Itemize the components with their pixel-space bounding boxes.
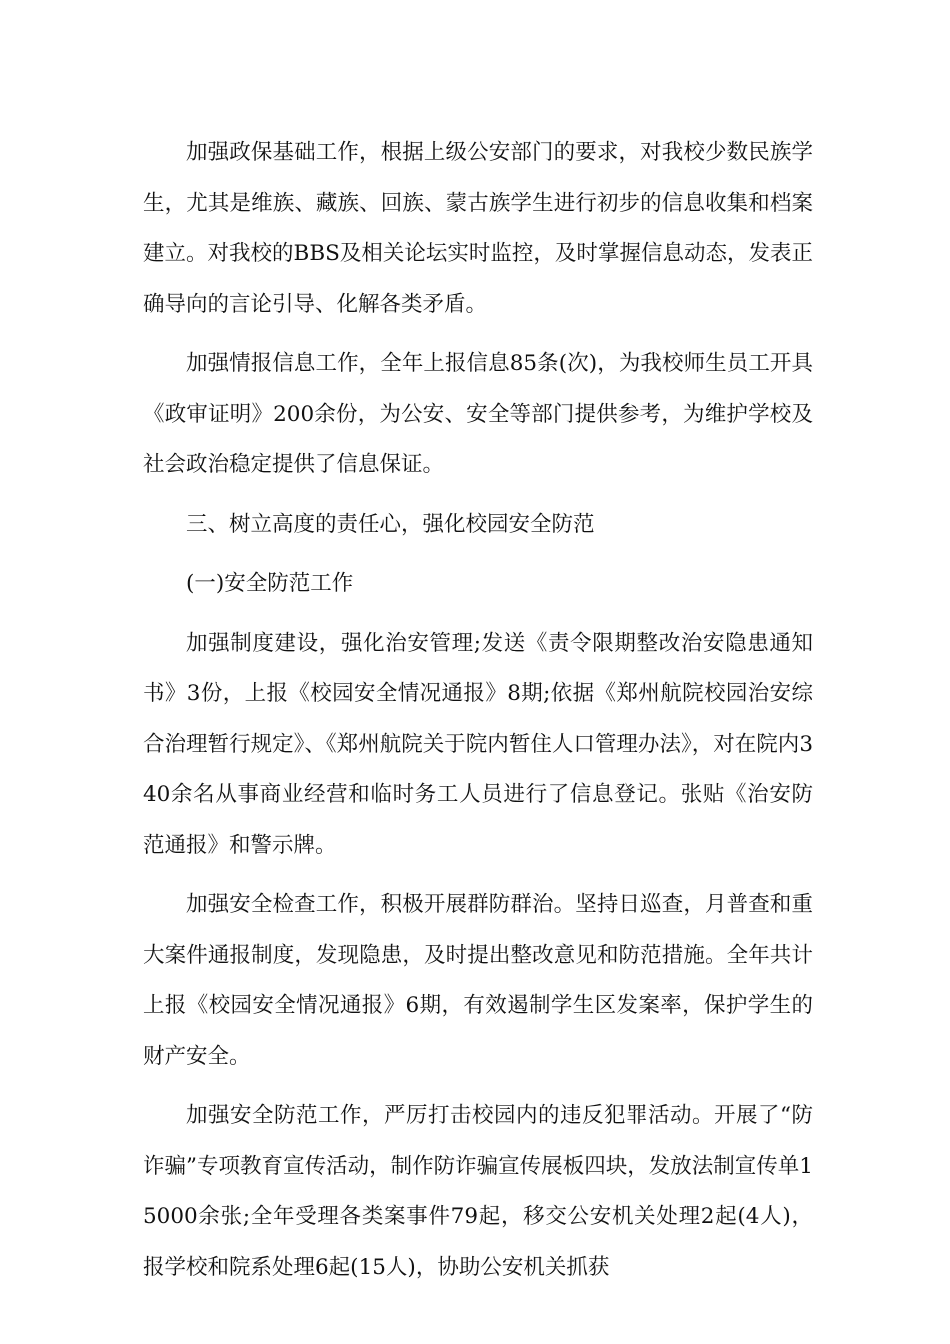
paragraph-system-building: 加强制度建设，强化治安管理;发送《责令限期整改治安隐患通知书》3份，上报《校园安全情况通报》8期;依据《郑州航院校园治安综合治理暂行规定》、《郑州航院关于院内暂住人口管理办法》，对在院内340余名从事商业经营和临时务工人员进行了信息登记。张贴《治安防范通报》和警示牌。 — [143, 630, 813, 858]
paragraph-gap — [143, 1082, 813, 1091]
paragraph-safety-prevention: 加强安全防范工作，严厉打击校园内的违反犯罪活动。开展了“防诈骗”专项教育宣传活动，制作防诈骗宣传展板四块，发放法制宣传单15000余张;全年受理各类案事件79起，移交公安机关处理2起(4人)，报学校和院系处理6起(15人)，协助公安机关抓获 — [143, 1103, 813, 1280]
document-body — [143, 128, 813, 1293]
paragraph-gap — [143, 871, 813, 880]
paragraph-political-security: 加强政保基础工作，根据上级公安部门的要求，对我校少数民族学生，尤其是维族、藏族、回族、蒙古族学生进行初步的信息收集和档案建立。对我校的BBS及相关论坛实时监控，及时掌握信息动态，发表正确导向的言论引导、化解各类矛盾。 — [143, 140, 813, 317]
paragraph-gap — [143, 330, 813, 339]
subsection-heading: (一)安全防范工作 — [186, 571, 354, 596]
paragraph-gap — [143, 550, 813, 559]
paragraph-gap — [143, 491, 813, 500]
paragraph-intelligence-info: 加强情报信息工作，全年上报信息85条(次)，为我校师生员工开具《政审证明》200余份，为公安、安全等部门提供参考，为维护学校及社会政治稳定提供了信息保证。 — [143, 351, 813, 477]
paragraph-gap — [143, 610, 813, 619]
paragraph-safety-inspection: 加强安全检查工作，积极开展群防群治。坚持日巡查，月普查和重大案件通报制度，发现隐患，及时提出整改意见和防范措施。全年共计上报《校园安全情况通报》6期，有效遏制学生区发案率，保护学生的财产安全。 — [143, 892, 813, 1069]
section-heading: 三、树立高度的责任心，强化校园安全防范 — [186, 511, 595, 537]
